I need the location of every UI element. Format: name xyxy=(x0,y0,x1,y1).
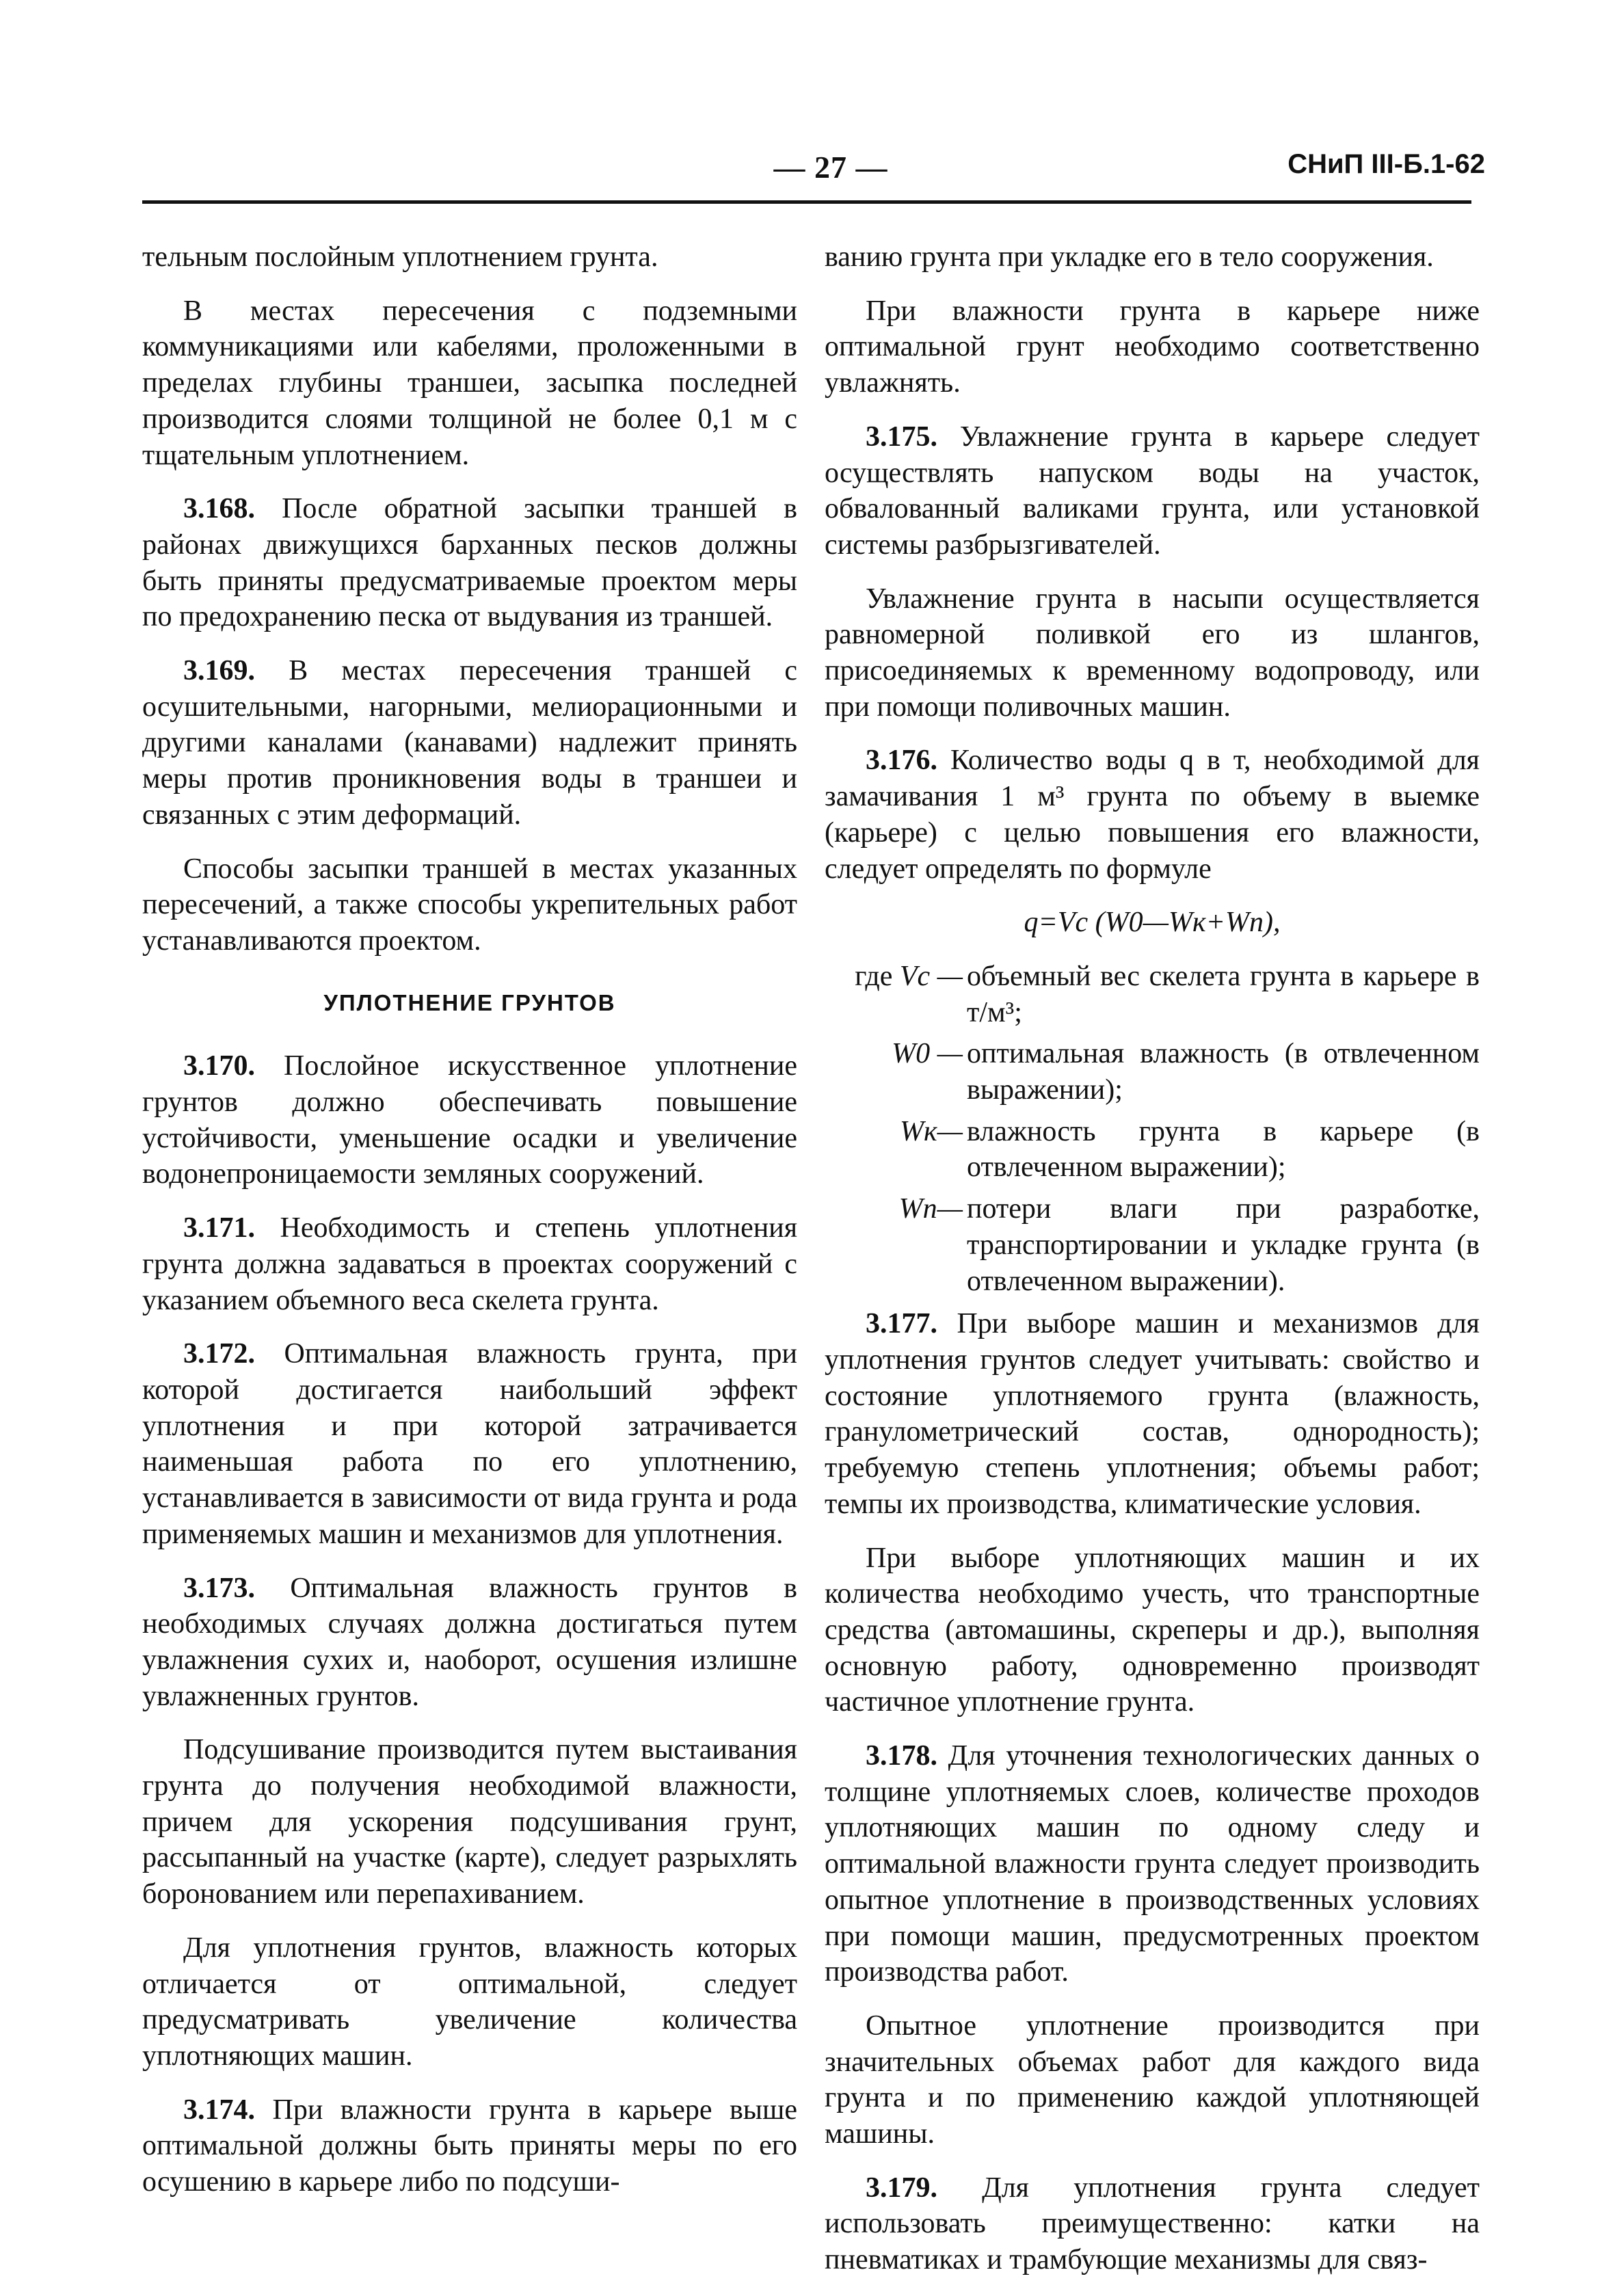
clause-number: 3.168. xyxy=(183,493,255,525)
clause-number: 3.177. xyxy=(866,1308,937,1340)
document-code: СНиП III-Б.1-62 xyxy=(1287,149,1485,179)
section-heading: УПЛОТНЕНИЕ ГРУНТОВ xyxy=(323,989,616,1015)
legend-symbol: Wп— xyxy=(898,1193,963,1225)
legend-symbol: W0 — xyxy=(892,1038,963,1070)
clause-text: При выборе машин и механизмов для уплотнения грунтов следует учитывать: свойство и состояние уплотняемого грунта (влажность, гранулометрический состав, однородность); требуемую степень уплотнения; объемы работ; темпы их производства, климатические условия. xyxy=(825,1308,1480,1520)
paragraph-3-172 xyxy=(142,1336,797,1552)
where-label: где xyxy=(855,960,893,992)
paragraph: Увлажнение грунта в насыпи осуществляется равномерной поливкой его из шлангов, присоединяемых к временному водопроводу, или при помощи поливочных машин. xyxy=(825,583,1480,723)
legend-symbol: Wк— xyxy=(900,1115,963,1147)
legend-definition: оптимальная влажность (в отвлеченном выражении); xyxy=(967,1038,1480,1106)
paragraph-3-179 xyxy=(825,2170,1480,2278)
clause-number: 3.179. xyxy=(866,2172,937,2204)
clause-text: Количество воды q в т, необходимой для замачивания 1 м³ грунта по объему в выемке (карьере) с целью повышения его влажности, следует определять по формуле xyxy=(825,745,1480,885)
legend-definition: влажность грунта в карьере (в отвлеченном выражении); xyxy=(967,1115,1480,1184)
paragraph: ванию грунта при укладке его в тело сооружения. xyxy=(825,241,1434,273)
paragraph-3-173 xyxy=(142,1571,797,1715)
legend-definition: объемный вес скелета грунта в карьере в т/м³; xyxy=(967,960,1480,1028)
clause-text: Увлажнение грунта в карьере следует осуществлять напуском воды на участок, обвалованный валиками грунта, или установкой системы разбрызгивателей. xyxy=(825,421,1480,561)
right-column xyxy=(825,239,1480,2296)
paragraph: При выборе уплотняющих машин и их количества необходимо учесть, что транспортные средства (автомашины, скреперы и др.), выполняя основную работу, одновременно производят частичное уплотнение грунта. xyxy=(825,1542,1480,1718)
symbol: Vс — xyxy=(899,960,963,992)
clause-number: 3.172. xyxy=(183,1338,255,1370)
paragraph-3-175 xyxy=(825,419,1480,563)
paragraph: При влажности грунта в карьере ниже оптимальной грунт необходимо соответственно увлажнять. xyxy=(825,295,1480,399)
legend-symbol xyxy=(825,959,967,1030)
paragraph: Для уплотнения грунтов, влажность которых отличается от оптимальной, следует предусматривать увеличение количества уплотняющих машин. xyxy=(142,1932,797,2072)
paragraph-3-170 xyxy=(142,1048,797,1192)
left-column xyxy=(142,239,797,2218)
paragraph: Способы засыпки траншей в местах указанных пересечений, а также способы укрепительных работ устанавливаются проектом. xyxy=(142,853,797,957)
clause-number: 3.175. xyxy=(866,421,937,453)
clause-text: При влажности грунта в карьере выше оптимальной должны быть приняты меры по его осушению в карьере либо по подсуши- xyxy=(142,2094,798,2198)
clause-number: 3.169. xyxy=(183,655,255,687)
paragraph-3-178 xyxy=(825,1738,1480,1990)
clause-text: Для уточнения технологических данных о толщине уплотняемых слоев, количестве проходов уплотняющих машин по одному следу и оптимальной влажности грунта следует производить опытное уплотнение в производственных условиях при помощи машин, предусмотренных проектом производства работ. xyxy=(825,1740,1480,1988)
clause-number: 3.171. xyxy=(183,1212,255,1244)
clause-text: Необходимость и степень уплотнения грунта должна задаваться в проектах сооружений с указанием объемного веса скелета грунта. xyxy=(142,1212,798,1316)
legend-row xyxy=(825,1036,1480,1108)
clause-text: Оптимальная влажность грунтов в необходимых случаях должна достигаться путем увлажнения сухих и, наоборот, осушения излишне увлажненных грунтов. xyxy=(142,1572,798,1712)
clause-text: Для уплотнения грунта следует использовать преимущественно: катки на пневматиках и трамбующие механизмы для связ- xyxy=(825,2172,1480,2276)
clause-number: 3.178. xyxy=(866,1740,937,1772)
paragraph: Подсушивание производится путем выстаивания грунта до получения необходимой влажности, причем для ускорения подсушивания грунт, рассыпанный на участке (карте), следует разрыхлять боронованием или перепахиванием. xyxy=(142,1734,797,1910)
paragraph-3-169 xyxy=(142,653,797,833)
clause-text: В местах пересечения траншей с осушительными, нагорными, мелиорационными и другими каналами (канавами) надлежит принять меры против проникновения воды в траншеи и связанных с этим деформаций. xyxy=(142,655,798,831)
paragraph: В местах пересечения с подземными коммуникациями или кабелями, проложенными в пределах глубины траншеи, засыпка последней производится слоями толщиной не более 0,1 м с тщательным уплотнением. xyxy=(142,295,797,471)
clause-text: Оптимальная влажность грунта, при которой достигается наибольший эффект уплотнения и при которой затрачивается наименьшая работа по его уплотнению, устанавливается в зависимости от вида грунта и рода применяемых машин и механизмов для уплотнения. xyxy=(142,1338,798,1550)
clause-text: Послойное искусственное уплотнение грунтов должно обеспечивать повышение устойчивости, уменьшение осадки и увеличение водонепроницаемости земляных сооружений. xyxy=(142,1050,798,1190)
legend-row xyxy=(825,1191,1480,1299)
paragraph-3-177 xyxy=(825,1306,1480,1522)
clause-number: 3.173. xyxy=(183,1572,255,1604)
paragraph-3-168 xyxy=(142,491,797,635)
clause-number: 3.174. xyxy=(183,2094,255,2126)
paragraph-3-176 xyxy=(825,743,1480,887)
paragraph: Опытное уплотнение производится при значительных объемах работ для каждого вида грунта и по применению каждой уплотняющей машины. xyxy=(825,2010,1480,2150)
legend-definition: потери влаги при разработке, транспортировании и укладке грунта (в отвлеченном выражении). xyxy=(967,1193,1480,1297)
paragraph-3-174 xyxy=(142,2092,797,2200)
formula: q=Vс (W0—Wк+Wп), xyxy=(1024,907,1281,939)
legend-row xyxy=(825,959,1480,1030)
header-rule xyxy=(142,200,1471,204)
legend-row xyxy=(825,1114,1480,1186)
paragraph: тельным послойным уплотнением грунта. xyxy=(142,241,658,273)
clause-number: 3.176. xyxy=(866,745,937,777)
clause-number: 3.170. xyxy=(183,1050,255,1082)
clause-text: После обратной засыпки траншей в районах движущихся барханных песков должны быть приняты предусматриваемые проектом меры по предохранению песка от выдувания из траншей. xyxy=(142,493,798,633)
page-number: — 27 — xyxy=(773,150,888,185)
paragraph-3-171 xyxy=(142,1210,797,1318)
